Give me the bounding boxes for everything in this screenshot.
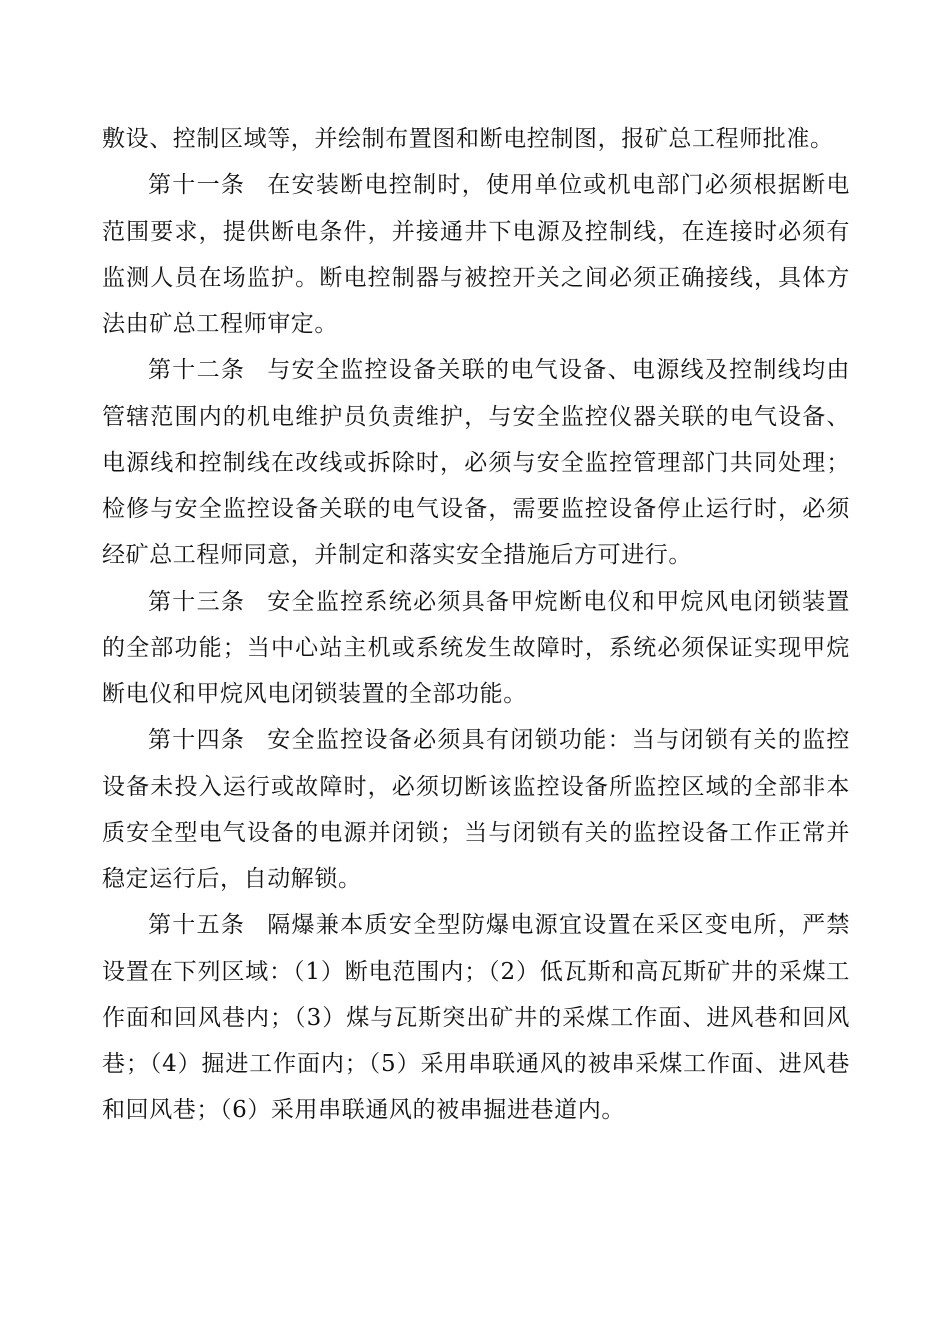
article-12 <box>102 347 850 578</box>
article-number: 第十四条 <box>148 727 246 754</box>
article-text: 在安装断电控制时，使用单位或机电部门必须根据断电范围要求，提供断电条件，并接通井下电源及控制线，在连接时必须有监测人员在场监护。断电控制器与被控开关之间必须正确接线，具体方法由矿总工程师审定。 <box>102 172 850 337</box>
article-15 <box>102 902 850 1133</box>
article-text: 与安全监控设备关联的电气设备、电源线及控制线均由管辖范围内的机电维护员负责维护，与安全监控仪器关联的电气设备、电源线和控制线在改线或拆除时，必须与安全监控管理部门共同处理；检修与安全监控设备关联的电气设备，需要监控设备停止运行时，必须经矿总工程师同意，并制定和落实安全措施后方可进行。 <box>102 357 850 569</box>
article-text: 安全监控系统必须具备甲烷断电仪和甲烷风电闭锁装置的全部功能；当中心站主机或系统发生故障时，系统必须保证实现甲烷断电仪和甲烷风电闭锁装置的全部功能。 <box>102 588 850 707</box>
article-text: 安全监控设备必须具有闭锁功能：当与闭锁有关的监控设备未投入运行或故障时，必须切断该监控设备所监控区域的全部非本质安全型电气设备的电源并闭锁；当与闭锁有关的监控设备工作正常并稳定运行后，自动解锁。 <box>102 727 850 892</box>
article-text: 隔爆兼本质安全型防爆电源宜设置在采区变电所，严禁设置在下列区域：（1）断电范围内；（2）低瓦斯和高瓦斯矿井的采煤工作面和回风巷内；（3）煤与瓦斯突出矿井的采煤工作面、进风巷和回风巷；（4）掘进工作面内；（5）采用串联通风的被串采煤工作面、进风巷和回风巷；（6）采用串联通风的被串掘进巷道内。 <box>102 912 850 1124</box>
paragraph-text: 敷设、控制区域等，并绘制布置图和断电控制图，报矿总工程师批准。 <box>102 126 834 152</box>
article-11 <box>102 162 850 347</box>
article-number: 第十一条 <box>148 172 246 199</box>
paragraph-continuation <box>102 116 850 162</box>
article-number: 第十二条 <box>148 357 246 384</box>
article-number: 第十三条 <box>148 588 246 615</box>
article-13 <box>102 579 850 718</box>
article-number: 第十五条 <box>148 912 246 939</box>
article-14 <box>102 717 850 902</box>
document-body <box>102 116 850 1134</box>
